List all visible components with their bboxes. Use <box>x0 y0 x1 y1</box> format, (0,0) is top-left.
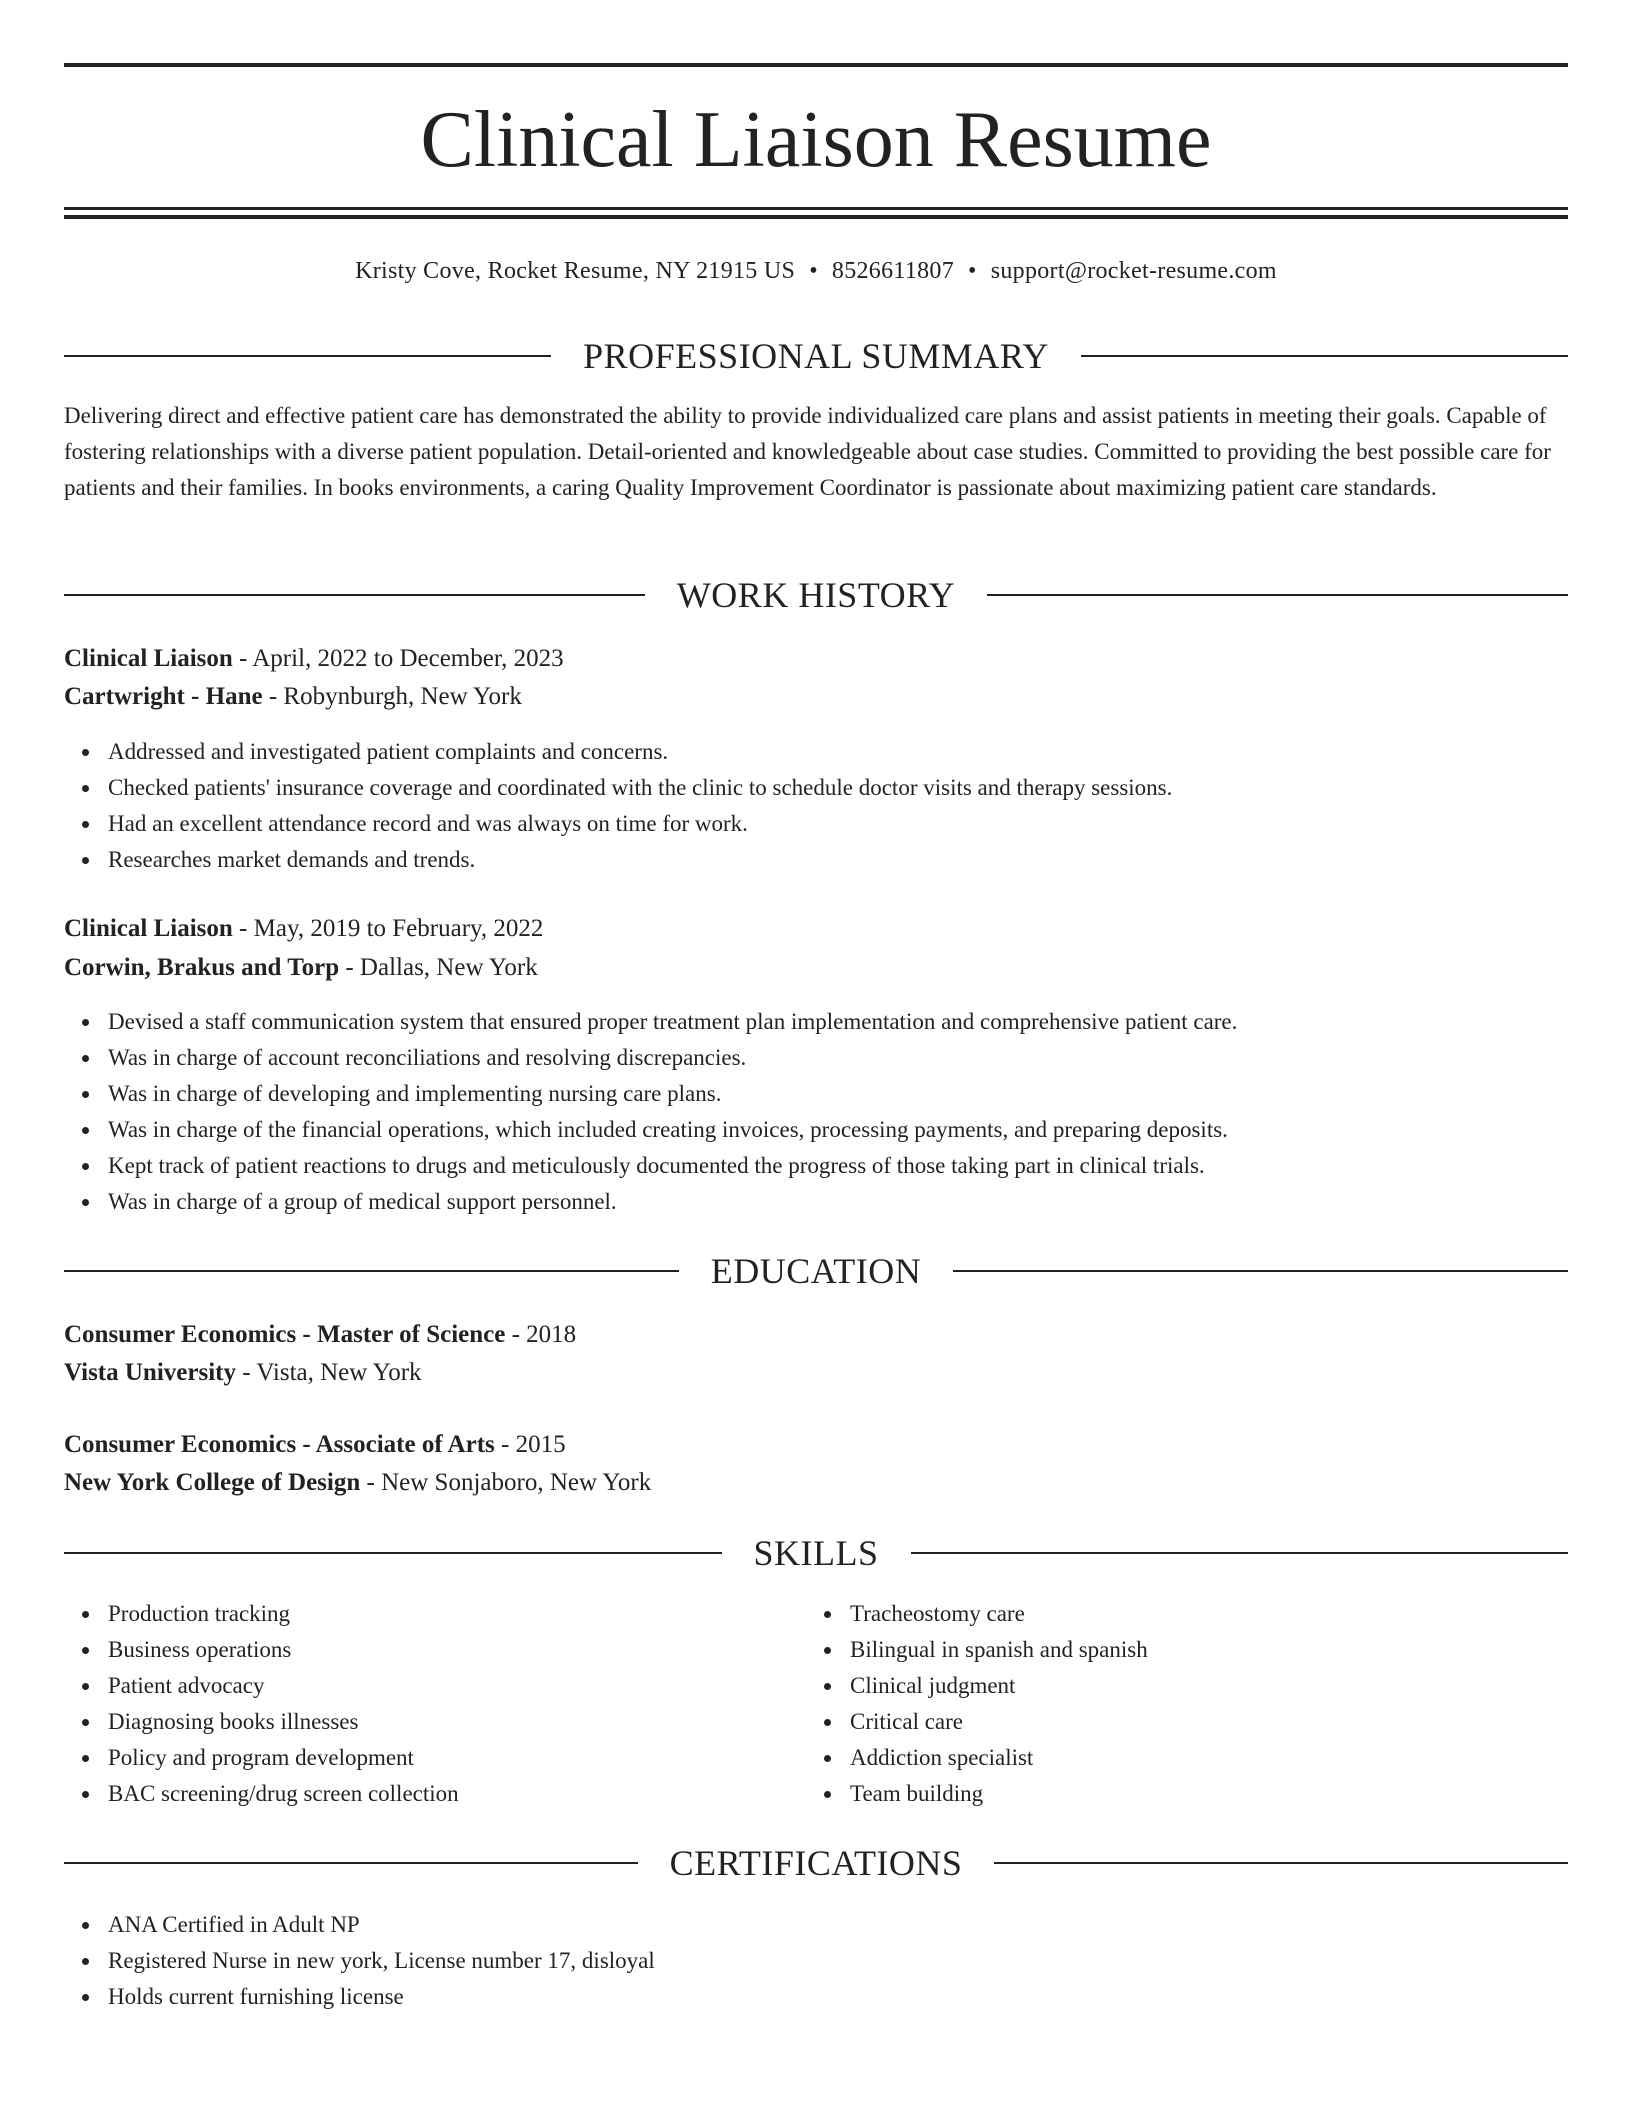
education-location: - Vista, New York <box>235 1359 422 1386</box>
job-dates: - April, 2022 to December, 2023 <box>232 645 564 672</box>
heading-rule <box>953 1270 1568 1272</box>
list-item: Bilingual in spanish and spanish <box>850 1632 1148 1668</box>
job-dates: - May, 2019 to February, 2022 <box>232 915 544 942</box>
top-rule <box>64 63 1568 67</box>
heading-rule <box>911 1552 1569 1554</box>
list-item: Addressed and investigated patient complaints and concerns. <box>108 734 1172 770</box>
heading-rule <box>1081 355 1568 357</box>
heading-rule <box>64 355 551 357</box>
list-item: Registered Nurse in new york, License number 17, disloyal <box>108 1943 655 1979</box>
education-year: - 2018 <box>505 1321 577 1348</box>
section-heading-education <box>64 1251 1568 1291</box>
section-title: PROFESSIONAL SUMMARY <box>583 336 1049 376</box>
contact-address: Kristy Cove, Rocket Resume, NY 21915 US <box>355 258 796 284</box>
heading-rule <box>64 594 645 596</box>
education-degree-line <box>64 1318 576 1352</box>
section-title: CERTIFICATIONS <box>669 1843 963 1883</box>
job-bullets <box>64 1004 1237 1220</box>
list-item: Policy and program development <box>108 1740 459 1776</box>
job-title-line <box>64 642 564 676</box>
list-item: Was in charge of the financial operations, which included creating invoices, processing payments, and preparing deposits. <box>108 1112 1237 1148</box>
heading-rule <box>64 1862 638 1864</box>
list-item: Clinical judgment <box>850 1668 1148 1704</box>
education-school-line <box>64 1466 651 1500</box>
heading-rule <box>994 1862 1568 1864</box>
contact-phone: 8526611807 <box>831 258 955 284</box>
list-item: Was in charge of developing and implementing nursing care plans. <box>108 1076 1237 1112</box>
section-title: WORK HISTORY <box>676 575 956 615</box>
list-item: Devised a staff communication system that ensured proper treatment plan implementation and comprehensive patient care. <box>108 1004 1237 1040</box>
job-title: Clinical Liaison <box>64 915 233 942</box>
contact-line <box>64 254 1568 288</box>
job-bullets <box>64 734 1172 878</box>
job-company-line <box>64 680 522 714</box>
job-title: Clinical Liaison <box>64 645 233 672</box>
section-heading-work <box>64 575 1568 615</box>
list-item: ANA Certified in Adult NP <box>108 1907 655 1943</box>
section-heading-summary <box>64 336 1568 376</box>
job-company: Cartwright - Hane <box>64 683 263 710</box>
list-item: Checked patients' insurance coverage and coordinated with the clinic to schedule doctor visits and therapy sessions. <box>108 770 1172 806</box>
contact-email: support@rocket-resume.com <box>990 258 1277 284</box>
list-item: Business operations <box>108 1632 459 1668</box>
certifications-list <box>64 1907 655 2015</box>
list-item: Diagnosing books illnesses <box>108 1704 459 1740</box>
education-location: - New Sonjaboro, New York <box>360 1469 652 1496</box>
job-company-line <box>64 951 538 985</box>
list-item: Had an excellent attendance record and was always on time for work. <box>108 806 1172 842</box>
heading-rule <box>987 594 1568 596</box>
education-degree: Consumer Economics - Master of Science <box>64 1321 506 1348</box>
summary-text: Delivering direct and effective patient care has demonstrated the ability to provide individualized care plans and assist patients in meeting their goals. Capable of fostering relationships with a diverse patient population. Detail-oriented and knowledgeable about case studies. Committed to providing the best possible care for patients and their families. In books environments, a caring Quality Improvement Coordinator is passionate about maximizing patient care standards. <box>64 403 1551 500</box>
education-school: New York College of Design <box>64 1469 361 1496</box>
section-title: EDUCATION <box>710 1251 922 1291</box>
title-double-rule <box>64 207 1568 219</box>
section-heading-certifications <box>64 1843 1568 1883</box>
list-item: Production tracking <box>108 1596 459 1632</box>
section-heading-skills <box>64 1533 1568 1573</box>
list-item: Holds current furnishing license <box>108 1979 655 2015</box>
job-location: - Dallas, New York <box>339 954 538 981</box>
job-company: Corwin, Brakus and Torp <box>64 954 340 981</box>
list-item: Was in charge of account reconciliations and resolving discrepancies. <box>108 1040 1237 1076</box>
heading-rule <box>64 1552 722 1554</box>
education-year: - 2015 <box>494 1431 566 1458</box>
resume-title: Clinical Liaison Resume <box>420 96 1212 184</box>
list-item: Critical care <box>850 1704 1148 1740</box>
list-item: Researches market demands and trends. <box>108 842 1172 878</box>
list-item: Patient advocacy <box>108 1668 459 1704</box>
education-school: Vista University <box>64 1359 236 1386</box>
education-school-line <box>64 1356 422 1390</box>
section-title: SKILLS <box>753 1533 879 1573</box>
education-degree-line <box>64 1428 566 1462</box>
skills-list-left <box>64 1596 459 1812</box>
skills-list-right <box>806 1596 1148 1812</box>
list-item: Addiction specialist <box>850 1740 1148 1776</box>
contact-separator: • <box>809 258 818 284</box>
heading-rule <box>64 1270 679 1272</box>
job-location: - Robynburgh, New York <box>262 683 522 710</box>
contact-separator: • <box>968 258 977 284</box>
list-item: Kept track of patient reactions to drugs and meticulously documented the progress of those taking part in clinical trials. <box>108 1148 1237 1184</box>
list-item: Tracheostomy care <box>850 1596 1148 1632</box>
list-item: BAC screening/drug screen collection <box>108 1776 459 1812</box>
education-degree: Consumer Economics - Associate of Arts <box>64 1431 495 1458</box>
list-item: Team building <box>850 1776 1148 1812</box>
job-title-line <box>64 912 543 946</box>
list-item: Was in charge of a group of medical support personnel. <box>108 1184 1237 1220</box>
